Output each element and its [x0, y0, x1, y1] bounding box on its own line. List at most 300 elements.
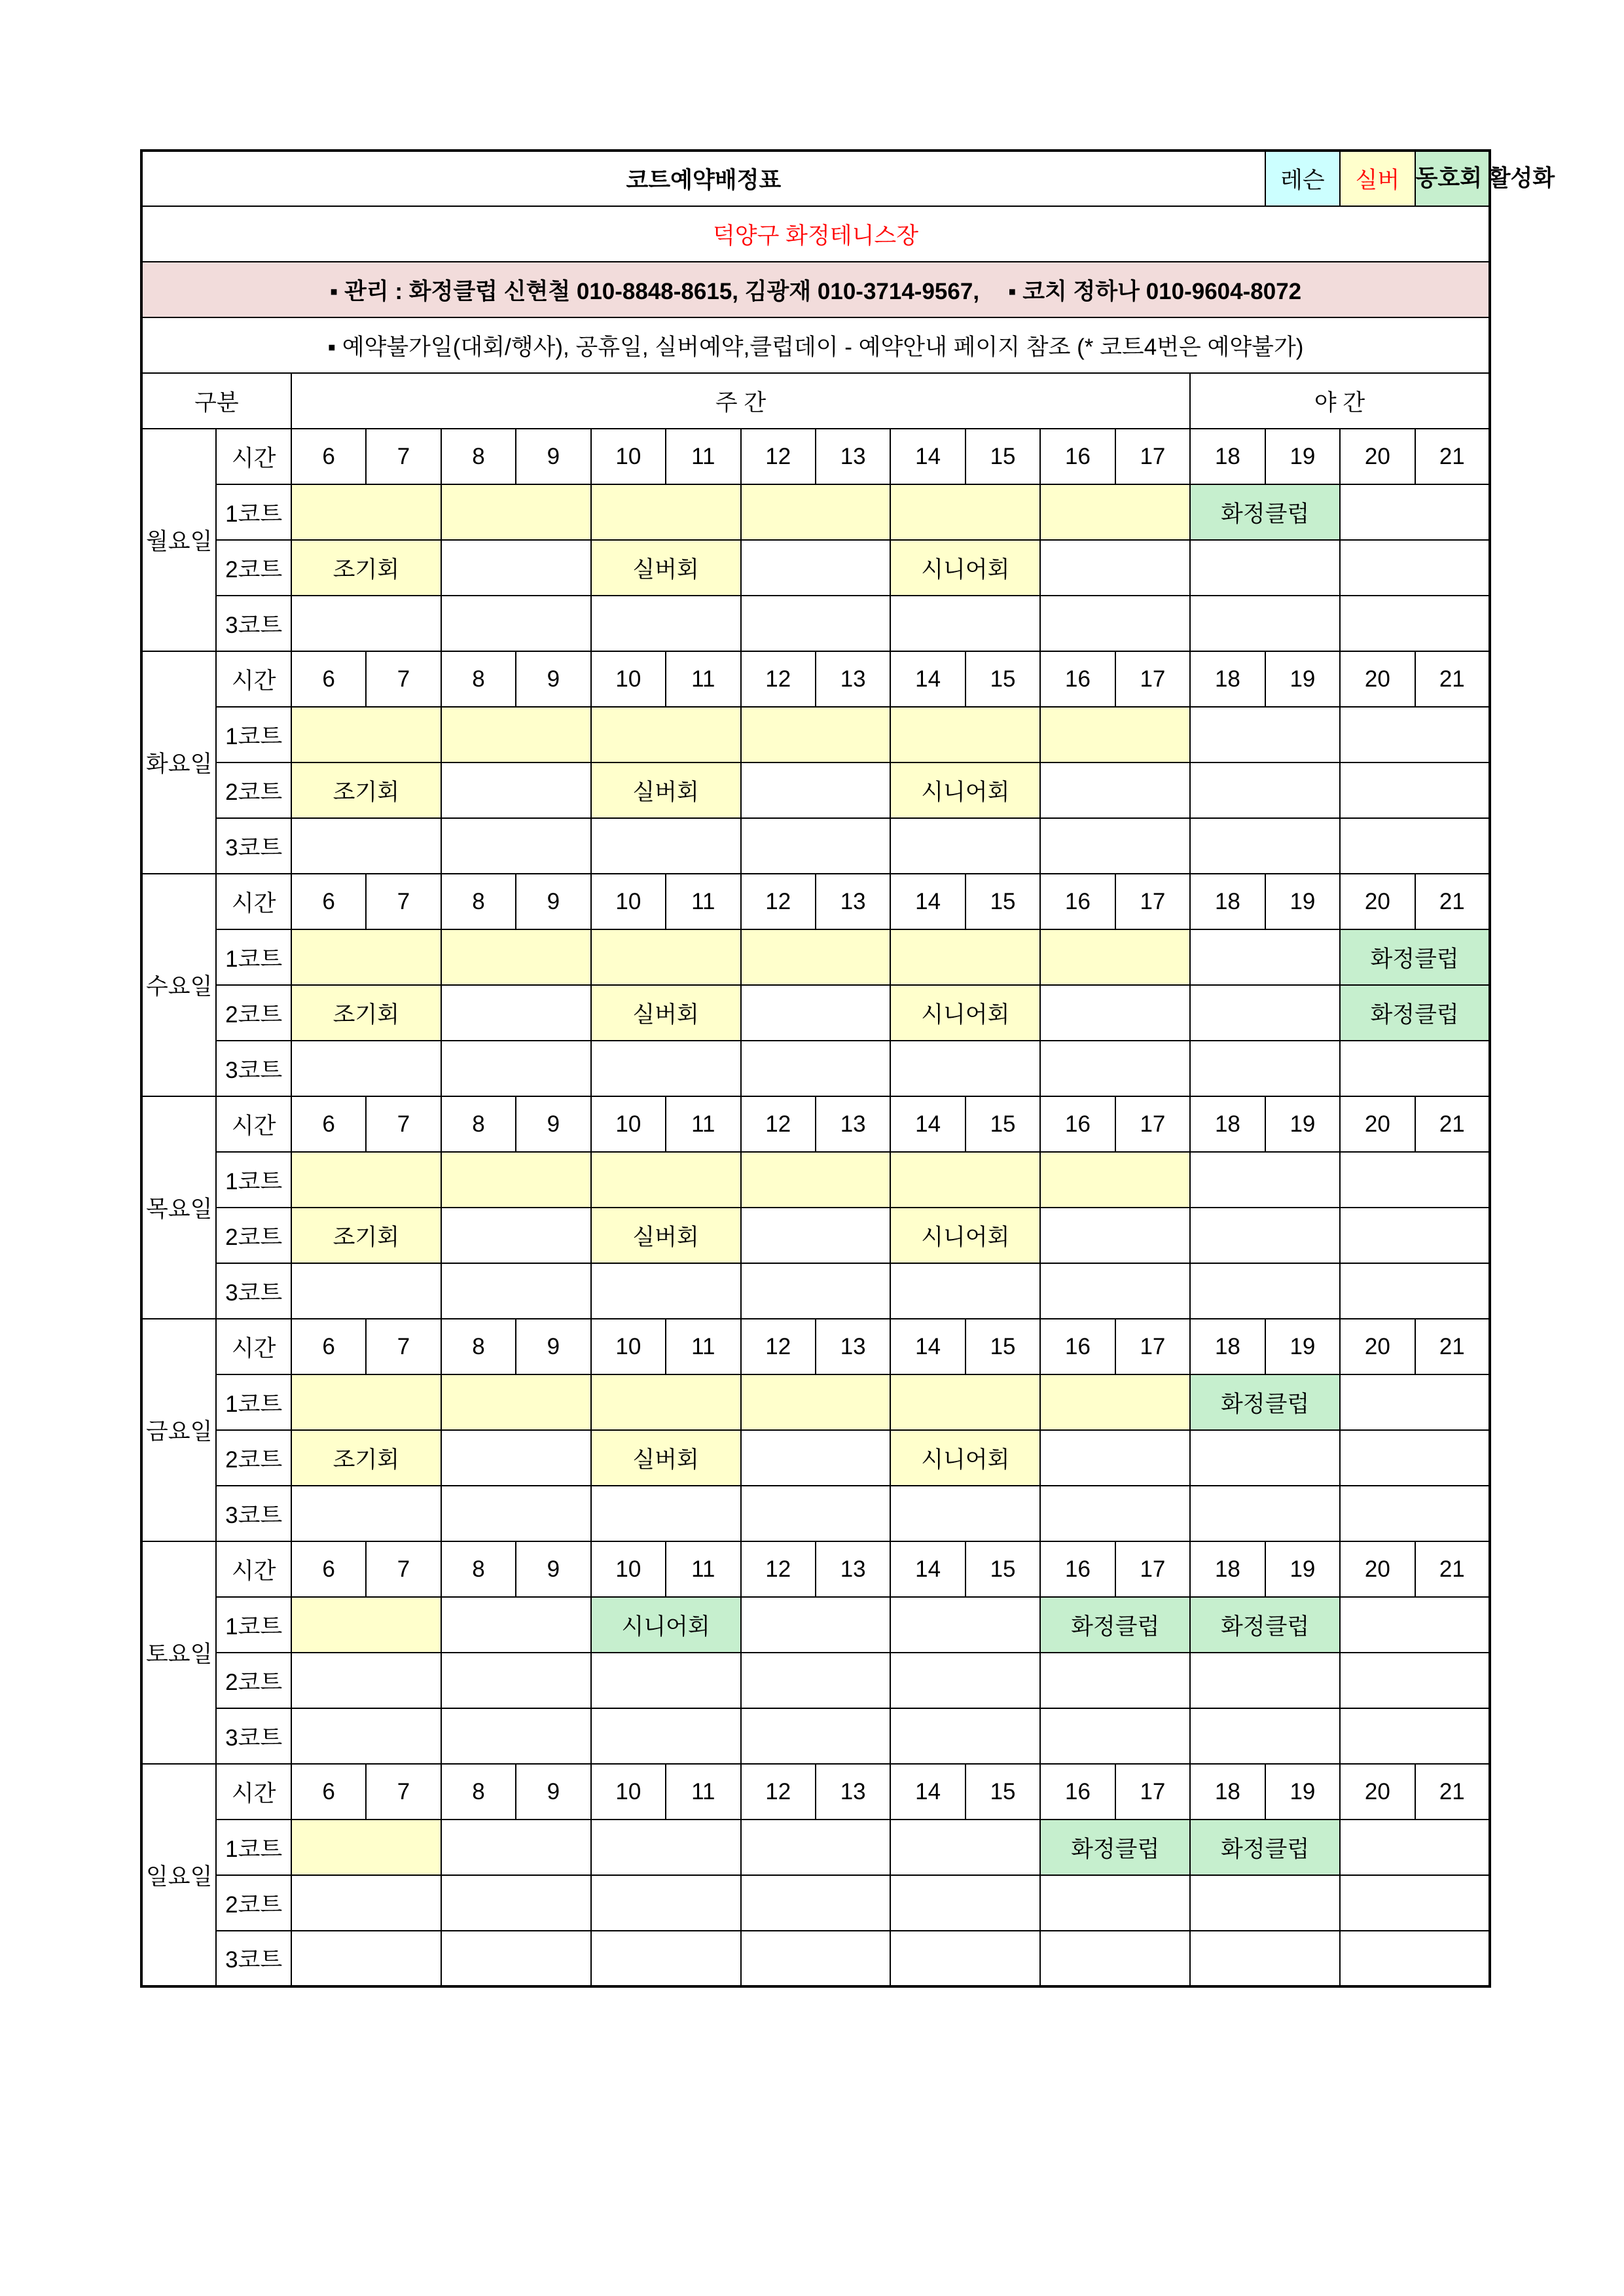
schedule-slot: 화정클럽 — [1340, 985, 1490, 1041]
schedule-slot — [441, 596, 591, 651]
schedule-slot: 조기회 — [291, 985, 441, 1041]
schedule-slot — [1340, 1430, 1490, 1486]
schedule-slot — [441, 929, 591, 985]
hour-cell: 7 — [366, 1319, 441, 1374]
hour-cell: 12 — [741, 429, 816, 484]
schedule-slot — [741, 1931, 891, 1986]
hour-cell: 17 — [1115, 874, 1190, 929]
hour-cell: 15 — [965, 874, 1040, 929]
schedule-slot — [741, 484, 891, 540]
schedule-slot — [591, 929, 741, 985]
schedule-slot — [291, 929, 441, 985]
schedule-slot — [741, 596, 891, 651]
court-label: 1코트 — [216, 1152, 291, 1208]
schedule-slot — [741, 540, 891, 596]
schedule-slot: 시니어회 — [890, 985, 1040, 1041]
management-contacts: ▪ 관리 : 화정클럽 신현철 010-8848-8615, 김광재 010-3714-9567, — [329, 278, 980, 304]
schedule-slot — [441, 1430, 591, 1486]
schedule-slot — [291, 1374, 441, 1430]
schedule-slot — [1190, 1486, 1340, 1541]
schedule-slot — [741, 1208, 891, 1263]
schedule-slot — [1340, 1263, 1490, 1319]
schedule-slot — [591, 1041, 741, 1096]
schedule-slot — [1040, 1263, 1190, 1319]
hour-cell: 6 — [291, 1096, 366, 1152]
schedule-slot — [1340, 1486, 1490, 1541]
schedule-slot — [591, 484, 741, 540]
hour-cell: 17 — [1115, 1319, 1190, 1374]
schedule-slot — [1340, 1653, 1490, 1708]
hour-cell: 6 — [291, 874, 366, 929]
schedule-slot — [890, 1041, 1040, 1096]
court-label: 1코트 — [216, 484, 291, 540]
day-label: 목요일 — [141, 1096, 216, 1319]
category-header: 구분 — [141, 373, 291, 429]
schedule-slot — [591, 1875, 741, 1931]
hour-cell: 15 — [965, 1319, 1040, 1374]
schedule-slot — [1040, 929, 1190, 985]
court-label: 3코트 — [216, 818, 291, 874]
schedule-slot — [1040, 1708, 1190, 1764]
hour-cell: 17 — [1115, 1096, 1190, 1152]
schedule-slot — [741, 985, 891, 1041]
schedule-slot — [1040, 762, 1190, 818]
schedule-slot — [1190, 1430, 1340, 1486]
schedule-slot — [741, 1263, 891, 1319]
time-label: 시간 — [216, 429, 291, 484]
schedule-slot — [441, 762, 591, 818]
court-row — [141, 818, 1490, 874]
hour-cell: 7 — [366, 1764, 441, 1820]
schedule-slot — [591, 1486, 741, 1541]
hour-cell: 16 — [1040, 1541, 1115, 1597]
schedule-slot — [291, 1708, 441, 1764]
schedule-slot: 화정클럽 — [1190, 1820, 1340, 1875]
hour-cell: 20 — [1340, 429, 1415, 484]
court-row — [141, 540, 1490, 596]
schedule-slot — [441, 1208, 591, 1263]
schedule-slot: 화정클럽 — [1190, 1374, 1340, 1430]
schedule-slot — [1040, 484, 1190, 540]
schedule-slot — [441, 1374, 591, 1430]
time-label: 시간 — [216, 651, 291, 707]
schedule-slot — [441, 1486, 591, 1541]
page-title: 코트예약배정표 — [141, 151, 1265, 206]
court-label: 3코트 — [216, 1486, 291, 1541]
court-row — [141, 707, 1490, 762]
schedule-slot — [1340, 540, 1490, 596]
court-row — [141, 1931, 1490, 1986]
hour-cell: 21 — [1415, 651, 1490, 707]
hour-cell: 17 — [1115, 1541, 1190, 1597]
day-label: 토요일 — [141, 1541, 216, 1764]
schedule-slot — [1040, 1374, 1190, 1430]
schedule-slot — [1190, 1931, 1340, 1986]
hour-cell: 9 — [516, 1541, 590, 1597]
time-row — [141, 429, 1490, 484]
hour-cell: 15 — [965, 651, 1040, 707]
hour-cell: 12 — [741, 1764, 816, 1820]
schedule-slot — [741, 1374, 891, 1430]
hour-cell: 14 — [890, 429, 965, 484]
schedule-slot — [1190, 929, 1340, 985]
schedule-slot — [1040, 707, 1190, 762]
reservation-notice: ▪ 예약불가일(대회/행사), 공휴일, 실버예약,클럽데이 - 예약안내 페이지 참조 (* 코트4번은 예약불가) — [141, 317, 1490, 373]
schedule-slot — [741, 1597, 891, 1653]
time-row — [141, 1319, 1490, 1374]
legend-club-activation: 동호회 활성화 — [1415, 151, 1490, 206]
schedule-slot: 조기회 — [291, 1208, 441, 1263]
schedule-slot — [1190, 1875, 1340, 1931]
hour-cell: 16 — [1040, 874, 1115, 929]
hour-cell: 19 — [1265, 1541, 1340, 1597]
court-label: 2코트 — [216, 540, 291, 596]
schedule-slot — [1190, 1708, 1340, 1764]
schedule-slot — [1340, 596, 1490, 651]
court-row — [141, 1152, 1490, 1208]
schedule-slot: 화정클럽 — [1340, 929, 1490, 985]
schedule-slot — [741, 1041, 891, 1096]
schedule-slot — [1340, 1597, 1490, 1653]
court-row — [141, 1263, 1490, 1319]
schedule-slot — [441, 1931, 591, 1986]
hour-cell: 18 — [1190, 1764, 1265, 1820]
schedule-slot — [291, 484, 441, 540]
period-header-row — [141, 373, 1490, 429]
court-label: 3코트 — [216, 1708, 291, 1764]
hour-cell: 12 — [741, 651, 816, 707]
time-row — [141, 1541, 1490, 1597]
schedule-slot — [291, 1263, 441, 1319]
schedule-slot — [890, 1374, 1040, 1430]
schedule-slot — [890, 707, 1040, 762]
court-label: 1코트 — [216, 1374, 291, 1430]
schedule-slot — [591, 1152, 741, 1208]
court-row — [141, 985, 1490, 1041]
hour-cell: 12 — [741, 874, 816, 929]
schedule-slot — [741, 1875, 891, 1931]
hour-cell: 21 — [1415, 1096, 1490, 1152]
hour-cell: 10 — [591, 1764, 666, 1820]
court-row — [141, 1041, 1490, 1096]
hour-cell: 11 — [666, 429, 740, 484]
schedule-slot — [890, 1820, 1040, 1875]
schedule-slot: 화정클럽 — [1190, 484, 1340, 540]
schedule-slot — [1340, 1875, 1490, 1931]
hour-cell: 9 — [516, 429, 590, 484]
time-label: 시간 — [216, 1319, 291, 1374]
court-row — [141, 762, 1490, 818]
schedule-slot — [291, 596, 441, 651]
schedule-slot: 실버회 — [591, 1208, 741, 1263]
court-label: 2코트 — [216, 1875, 291, 1931]
schedule-slot: 시니어회 — [591, 1597, 741, 1653]
hour-cell: 20 — [1340, 874, 1415, 929]
hour-cell: 10 — [591, 1541, 666, 1597]
hour-cell: 10 — [591, 1319, 666, 1374]
schedule-slot: 화정클럽 — [1040, 1597, 1190, 1653]
hour-cell: 19 — [1265, 1764, 1340, 1820]
schedule-slot — [441, 1820, 591, 1875]
court-row — [141, 1820, 1490, 1875]
hour-cell: 19 — [1265, 651, 1340, 707]
court-label: 1코트 — [216, 1820, 291, 1875]
court-label: 2코트 — [216, 985, 291, 1041]
schedule-slot — [1340, 762, 1490, 818]
hour-cell: 11 — [666, 1096, 740, 1152]
schedule-slot: 시니어회 — [890, 762, 1040, 818]
facility-name: 덕양구 화정테니스장 — [141, 206, 1490, 262]
court-row — [141, 1430, 1490, 1486]
schedule-slot — [591, 1374, 741, 1430]
schedule-slot — [890, 596, 1040, 651]
hour-cell: 13 — [816, 1764, 890, 1820]
schedule-slot — [1040, 1875, 1190, 1931]
schedule-slot — [441, 1875, 591, 1931]
schedule-slot — [441, 1041, 591, 1096]
hour-cell: 13 — [816, 1096, 890, 1152]
schedule-slot — [591, 818, 741, 874]
hour-cell: 8 — [441, 429, 516, 484]
court-row — [141, 1208, 1490, 1263]
hour-cell: 15 — [965, 429, 1040, 484]
schedule-slot — [1340, 1820, 1490, 1875]
hour-cell: 21 — [1415, 1764, 1490, 1820]
hour-cell: 19 — [1265, 429, 1340, 484]
schedule-slot — [1340, 1041, 1490, 1096]
hour-cell: 14 — [890, 1541, 965, 1597]
schedule-slot — [741, 1708, 891, 1764]
schedule-slot: 실버회 — [591, 1430, 741, 1486]
schedule-slot — [1190, 540, 1340, 596]
schedule-slot — [1040, 985, 1190, 1041]
hour-cell: 6 — [291, 1541, 366, 1597]
schedule-slot — [1340, 1374, 1490, 1430]
hour-cell: 15 — [965, 1764, 1040, 1820]
schedule-slot — [1340, 484, 1490, 540]
schedule-slot — [291, 1486, 441, 1541]
hour-cell: 16 — [1040, 429, 1115, 484]
hour-cell: 14 — [890, 1096, 965, 1152]
schedule-slot — [291, 1152, 441, 1208]
court-row — [141, 484, 1490, 540]
hour-cell: 7 — [366, 651, 441, 707]
hour-cell: 13 — [816, 1319, 890, 1374]
time-row — [141, 1096, 1490, 1152]
time-label: 시간 — [216, 1541, 291, 1597]
hour-cell: 21 — [1415, 429, 1490, 484]
hour-cell: 10 — [591, 429, 666, 484]
schedule-slot — [291, 1041, 441, 1096]
schedule-slot — [1190, 985, 1340, 1041]
schedule-slot — [741, 929, 891, 985]
day-label: 금요일 — [141, 1319, 216, 1541]
schedule-slot — [890, 1597, 1040, 1653]
schedule-slot — [741, 1430, 891, 1486]
hour-cell: 12 — [741, 1319, 816, 1374]
schedule-slot — [1340, 707, 1490, 762]
schedule-slot — [441, 1653, 591, 1708]
schedule-slot — [1040, 1653, 1190, 1708]
schedule-slot — [1040, 1041, 1190, 1096]
legend-silver: 실버 — [1340, 151, 1415, 206]
schedule-slot — [1040, 1931, 1190, 1986]
hour-cell: 9 — [516, 651, 590, 707]
schedule-slot: 실버회 — [591, 762, 741, 818]
schedule-slot: 조기회 — [291, 540, 441, 596]
day-label: 일요일 — [141, 1764, 216, 1986]
hour-cell: 17 — [1115, 651, 1190, 707]
schedule-slot: 실버회 — [591, 985, 741, 1041]
hour-cell: 6 — [291, 1764, 366, 1820]
schedule-slot — [890, 1152, 1040, 1208]
schedule-slot: 시니어회 — [890, 1208, 1040, 1263]
hour-cell: 14 — [890, 874, 965, 929]
hour-cell: 7 — [366, 429, 441, 484]
schedule-slot — [890, 484, 1040, 540]
time-row — [141, 651, 1490, 707]
hour-cell: 21 — [1415, 874, 1490, 929]
hour-cell: 19 — [1265, 1096, 1340, 1152]
nighttime-header: 야 간 — [1190, 373, 1490, 429]
hour-cell: 14 — [890, 1764, 965, 1820]
schedule-slot — [591, 1263, 741, 1319]
hour-cell: 19 — [1265, 874, 1340, 929]
court-label: 3코트 — [216, 596, 291, 651]
hour-cell: 18 — [1190, 651, 1265, 707]
hour-cell: 12 — [741, 1096, 816, 1152]
schedule-slot — [890, 1653, 1040, 1708]
schedule-slot — [1190, 1263, 1340, 1319]
hour-cell: 9 — [516, 1319, 590, 1374]
court-row — [141, 1374, 1490, 1430]
hour-cell: 20 — [1340, 1096, 1415, 1152]
hour-cell: 13 — [816, 1541, 890, 1597]
schedule-slot — [741, 762, 891, 818]
hour-cell: 18 — [1190, 1319, 1265, 1374]
schedule-slot: 시니어회 — [890, 1430, 1040, 1486]
notice-row — [141, 317, 1490, 373]
schedule-slot: 조기회 — [291, 1430, 441, 1486]
hour-cell: 16 — [1040, 1319, 1115, 1374]
court-label: 2코트 — [216, 762, 291, 818]
hour-cell: 20 — [1340, 1541, 1415, 1597]
schedule-slot — [591, 1653, 741, 1708]
court-label: 1코트 — [216, 1597, 291, 1653]
schedule-slot — [441, 818, 591, 874]
court-row — [141, 1708, 1490, 1764]
schedule-slot — [890, 929, 1040, 985]
schedule-slot — [441, 1263, 591, 1319]
schedule-slot — [1190, 707, 1340, 762]
management-row — [141, 262, 1490, 317]
schedule-slot: 화정클럽 — [1190, 1597, 1340, 1653]
hour-cell: 18 — [1190, 429, 1265, 484]
schedule-slot — [890, 1708, 1040, 1764]
schedule-slot — [1190, 762, 1340, 818]
schedule-slot — [1190, 596, 1340, 651]
hour-cell: 16 — [1040, 1096, 1115, 1152]
hour-cell: 7 — [366, 1096, 441, 1152]
schedule-slot — [1190, 1653, 1340, 1708]
court-reservation-table — [140, 149, 1555, 1988]
hour-cell: 9 — [516, 1096, 590, 1152]
schedule-slot: 실버회 — [591, 540, 741, 596]
hour-cell: 11 — [666, 1319, 740, 1374]
court-row — [141, 1597, 1490, 1653]
hour-cell: 20 — [1340, 1764, 1415, 1820]
schedule-slot — [741, 707, 891, 762]
schedule-slot — [1040, 1208, 1190, 1263]
court-row — [141, 1875, 1490, 1931]
hour-cell: 16 — [1040, 651, 1115, 707]
schedule-slot — [1040, 818, 1190, 874]
schedule-slot — [441, 1152, 591, 1208]
hour-cell: 11 — [666, 874, 740, 929]
schedule-slot — [591, 596, 741, 651]
location-row — [141, 206, 1490, 262]
hour-cell: 18 — [1190, 874, 1265, 929]
hour-cell: 8 — [441, 874, 516, 929]
hour-cell: 9 — [516, 1764, 590, 1820]
schedule-slot — [890, 1931, 1040, 1986]
schedule-slot — [291, 1875, 441, 1931]
hour-cell: 8 — [441, 651, 516, 707]
court-row — [141, 1486, 1490, 1541]
title-row — [141, 151, 1490, 206]
schedule-slot — [1190, 1041, 1340, 1096]
hour-cell: 11 — [666, 651, 740, 707]
schedule-slot — [1340, 1208, 1490, 1263]
court-row — [141, 596, 1490, 651]
schedule-slot — [591, 707, 741, 762]
hour-cell: 6 — [291, 1319, 366, 1374]
hour-cell: 10 — [591, 1096, 666, 1152]
schedule-slot — [1340, 818, 1490, 874]
schedule-slot — [1190, 818, 1340, 874]
day-label: 월요일 — [141, 429, 216, 651]
schedule-slot: 화정클럽 — [1040, 1820, 1190, 1875]
hour-cell: 20 — [1340, 1319, 1415, 1374]
court-label: 3코트 — [216, 1041, 291, 1096]
schedule-slot — [1040, 596, 1190, 651]
schedule-slot — [1040, 540, 1190, 596]
court-label: 1코트 — [216, 929, 291, 985]
schedule-slot — [441, 1708, 591, 1764]
schedule-slot — [441, 985, 591, 1041]
hour-cell: 15 — [965, 1096, 1040, 1152]
schedule-slot — [741, 1820, 891, 1875]
court-label: 2코트 — [216, 1208, 291, 1263]
hour-cell: 17 — [1115, 1764, 1190, 1820]
daytime-header: 주 간 — [291, 373, 1190, 429]
hour-cell: 16 — [1040, 1764, 1115, 1820]
time-row — [141, 1764, 1490, 1820]
hour-cell: 8 — [441, 1319, 516, 1374]
hour-cell: 14 — [890, 651, 965, 707]
schedule-slot — [741, 818, 891, 874]
hour-cell: 8 — [441, 1764, 516, 1820]
hour-cell: 8 — [441, 1541, 516, 1597]
time-label: 시간 — [216, 1096, 291, 1152]
hour-cell: 13 — [816, 651, 890, 707]
hour-cell: 6 — [291, 651, 366, 707]
schedule-slot — [741, 1486, 891, 1541]
schedule-slot — [1040, 1430, 1190, 1486]
schedule-slot — [890, 1263, 1040, 1319]
schedule-slot — [1340, 1152, 1490, 1208]
hour-cell: 10 — [591, 651, 666, 707]
